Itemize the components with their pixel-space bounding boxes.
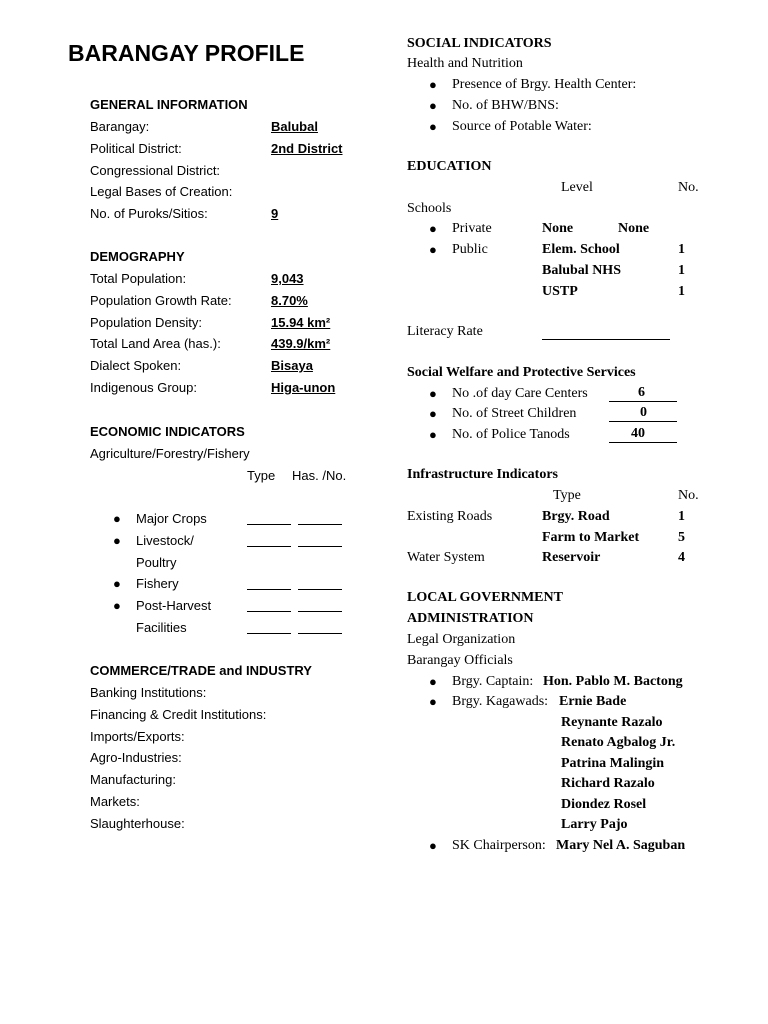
education-col-no: No. bbox=[678, 180, 699, 195]
education-col-level: Level bbox=[561, 180, 593, 195]
blank-line bbox=[298, 524, 342, 525]
kagawads-label: Brgy. Kagawads: bbox=[452, 694, 549, 709]
commerce-item: Imports/Exports: bbox=[90, 729, 185, 744]
literacy-label: Literacy Rate bbox=[407, 324, 483, 339]
blank-line bbox=[247, 589, 291, 590]
barangay-label: Barangay: bbox=[90, 119, 150, 134]
indigenous-label: Indigenous Group: bbox=[90, 380, 197, 395]
bullet-icon: ● bbox=[429, 386, 437, 401]
bullet-icon: ● bbox=[113, 511, 121, 526]
roads-label: Existing Roads bbox=[407, 509, 493, 524]
puroks-label: No. of Puroks/Sitios: bbox=[90, 206, 208, 221]
commerce-item: Slaughterhouse: bbox=[90, 816, 185, 831]
blank-line bbox=[247, 524, 291, 525]
livestock-label: Livestock/ bbox=[136, 533, 194, 548]
kagawad-name: Larry Pajo bbox=[561, 817, 628, 832]
bullet-icon: ● bbox=[429, 406, 437, 421]
private-level: None bbox=[542, 221, 574, 236]
fishery-label: Fishery bbox=[136, 576, 179, 591]
sk-name: Mary Nel A. Saguban bbox=[556, 838, 686, 853]
political-district-value: 2nd District bbox=[271, 141, 343, 156]
dialect-label: Dialect Spoken: bbox=[90, 358, 182, 373]
welfare-label: No. of Street Children bbox=[452, 406, 577, 421]
density-value: 15.94 km² bbox=[271, 315, 331, 330]
dialect-value: Bisaya bbox=[271, 358, 313, 373]
economic-col-type: Type bbox=[247, 468, 276, 483]
general-heading: GENERAL INFORMATION bbox=[90, 97, 248, 112]
public-label: Public bbox=[452, 242, 488, 257]
total-population-value: 9,043 bbox=[271, 271, 304, 286]
post-harvest-label: Post-Harvest bbox=[136, 598, 212, 613]
demography-heading: DEMOGRAPHY bbox=[90, 249, 185, 264]
barangay-officials: Barangay Officials bbox=[407, 653, 513, 668]
blank-line bbox=[609, 401, 677, 402]
density-label: Population Density: bbox=[90, 315, 203, 330]
commerce-item: Manufacturing: bbox=[90, 772, 176, 787]
blank-line bbox=[542, 339, 670, 340]
welfare-label: No .of day Care Centers bbox=[452, 386, 588, 401]
welfare-label: No. of Police Tanods bbox=[452, 427, 570, 442]
kagawad-name: Patrina Malingin bbox=[561, 756, 665, 771]
blank-line bbox=[609, 421, 677, 422]
welfare-value: 6 bbox=[638, 385, 645, 400]
schools-label: Schools bbox=[407, 201, 452, 216]
facilities-label: Facilities bbox=[136, 620, 187, 635]
commerce-item: Markets: bbox=[90, 794, 140, 809]
education-heading: EDUCATION bbox=[407, 159, 492, 174]
blank-line bbox=[298, 589, 342, 590]
infra-col-type: Type bbox=[553, 488, 581, 503]
infra-heading: Infrastructure Indicators bbox=[407, 467, 559, 482]
health-item: Source of Potable Water: bbox=[452, 119, 592, 134]
health-item: No. of BHW/BNS: bbox=[452, 98, 559, 113]
bullet-icon: ● bbox=[113, 598, 121, 613]
total-population-label: Total Population: bbox=[90, 271, 187, 286]
commerce-item: Agro-Industries: bbox=[90, 750, 182, 765]
commerce-item: Banking Institutions: bbox=[90, 685, 207, 700]
school-level: Balubal NHS bbox=[542, 263, 621, 278]
bullet-icon: ● bbox=[429, 242, 437, 257]
bullet-icon: ● bbox=[113, 576, 121, 591]
page-title: BARANGAY PROFILE bbox=[68, 40, 305, 66]
water-label: Water System bbox=[407, 550, 485, 565]
economic-subheading: Agriculture/Forestry/Fishery bbox=[90, 446, 250, 461]
welfare-value: 0 bbox=[640, 405, 647, 420]
congressional-district-label: Congressional District: bbox=[90, 163, 221, 178]
blank-line bbox=[609, 442, 677, 443]
kagawad-name: Reynante Razalo bbox=[561, 715, 663, 730]
captain-label: Brgy. Captain: bbox=[452, 674, 534, 689]
commerce-item: Financing & Credit Institutions: bbox=[90, 707, 267, 722]
growth-rate-label: Population Growth Rate: bbox=[90, 293, 232, 308]
bullet-icon: ● bbox=[429, 427, 437, 442]
health-subheading: Health and Nutrition bbox=[407, 56, 523, 71]
social-heading: SOCIAL INDICATORS bbox=[407, 36, 552, 51]
blank-line bbox=[247, 633, 291, 634]
economic-heading: ECONOMIC INDICATORS bbox=[90, 424, 245, 439]
legal-organization: Legal Organization bbox=[407, 632, 516, 647]
welfare-value: 40 bbox=[631, 426, 645, 441]
blank-line bbox=[247, 546, 291, 547]
kagawad-name: Richard Razalo bbox=[561, 776, 655, 791]
blank-line bbox=[298, 611, 342, 612]
captain-name: Hon. Pablo M. Bactong bbox=[543, 674, 683, 689]
kagawad-name: Diondez Rosel bbox=[561, 797, 647, 812]
legal-bases-label: Legal Bases of Creation: bbox=[90, 184, 233, 199]
bullet-icon: ● bbox=[429, 77, 437, 92]
bullet-icon: ● bbox=[429, 674, 437, 689]
school-no: 1 bbox=[678, 284, 685, 299]
road-type: Farm to Market bbox=[542, 530, 640, 545]
blank-line bbox=[298, 633, 342, 634]
major-crops-label: Major Crops bbox=[136, 511, 207, 526]
road-no: 1 bbox=[678, 509, 685, 524]
land-area-value: 439.9/km² bbox=[271, 336, 331, 351]
private-label: Private bbox=[452, 221, 492, 236]
indigenous-value: Higa-unon bbox=[271, 380, 336, 395]
lga-heading-2: ADMINISTRATION bbox=[407, 611, 534, 626]
health-item: Presence of Brgy. Health Center: bbox=[452, 77, 637, 92]
political-district-label: Political District: bbox=[90, 141, 182, 156]
school-no: 1 bbox=[678, 242, 685, 257]
bullet-icon: ● bbox=[429, 119, 437, 134]
road-type: Brgy. Road bbox=[542, 509, 610, 524]
economic-col-has: Has. /No. bbox=[292, 468, 347, 483]
water-type: Reservoir bbox=[542, 550, 601, 565]
bullet-icon: ● bbox=[429, 694, 437, 709]
commerce-heading: COMMERCE/TRADE and INDUSTRY bbox=[90, 663, 312, 678]
bullet-icon: ● bbox=[113, 533, 121, 548]
puroks-value: 9 bbox=[271, 206, 279, 221]
private-no: None bbox=[618, 221, 650, 236]
kagawad-name: Ernie Bade bbox=[559, 694, 627, 709]
blank-line bbox=[298, 546, 342, 547]
bullet-icon: ● bbox=[429, 221, 437, 236]
road-no: 5 bbox=[678, 530, 685, 545]
school-no: 1 bbox=[678, 263, 685, 278]
growth-rate-value: 8.70% bbox=[271, 293, 308, 308]
water-no: 4 bbox=[678, 550, 685, 565]
infra-col-no: No. bbox=[678, 488, 699, 503]
land-area-label: Total Land Area (has.): bbox=[90, 336, 221, 351]
blank-line bbox=[247, 611, 291, 612]
bullet-icon: ● bbox=[429, 838, 437, 853]
kagawad-name: Renato Agbalog Jr. bbox=[561, 735, 676, 750]
sk-label: SK Chairperson: bbox=[452, 838, 546, 853]
school-level: USTP bbox=[542, 284, 578, 299]
barangay-value: Balubal bbox=[271, 119, 318, 134]
school-level: Elem. School bbox=[542, 242, 620, 257]
lga-heading-1: LOCAL GOVERNMENT bbox=[407, 590, 563, 605]
welfare-heading: Social Welfare and Protective Services bbox=[407, 365, 636, 380]
poultry-label: Poultry bbox=[136, 555, 177, 570]
bullet-icon: ● bbox=[429, 98, 437, 113]
